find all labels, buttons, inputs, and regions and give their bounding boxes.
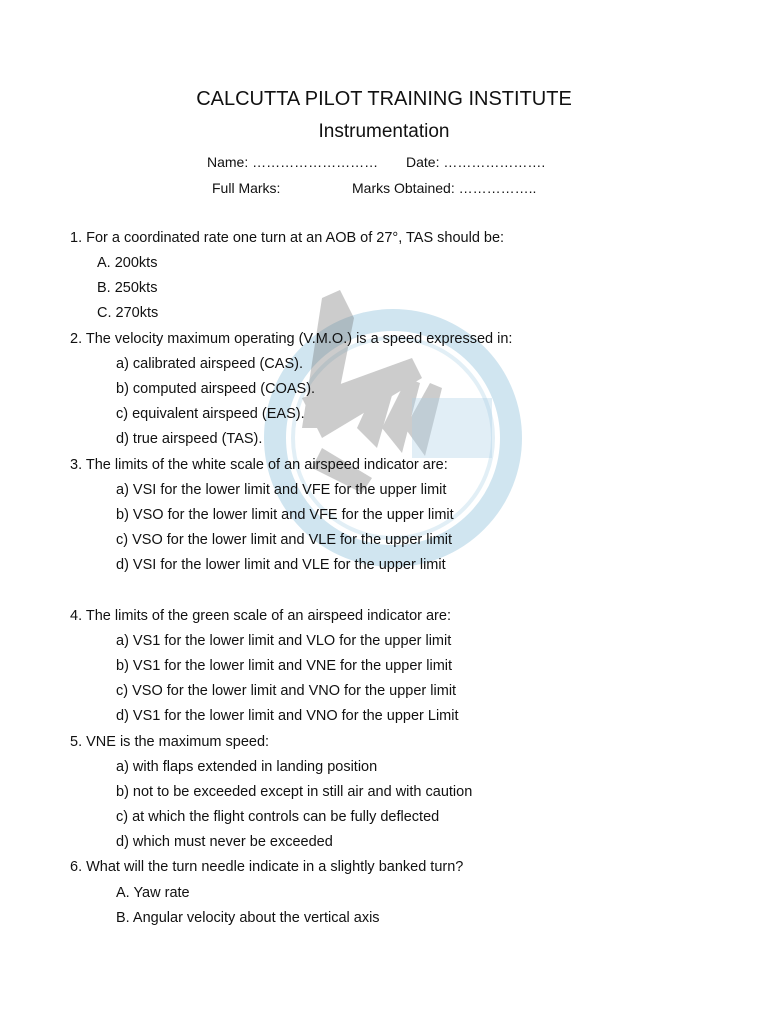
- option: d) true airspeed (TAS).: [116, 431, 263, 447]
- option: a) VSI for the lower limit and VFE for the upper limit: [116, 482, 447, 498]
- name-field-label: Name: ………………………: [207, 154, 379, 170]
- option: c) equivalent airspeed (EAS).: [116, 406, 305, 422]
- option: C. 270kts: [97, 305, 159, 321]
- option: b) VS1 for the lower limit and VNE for the upper limit: [116, 658, 453, 674]
- option: c) VSO for the lower limit and VNO for the upper limit: [116, 683, 457, 699]
- marks-obtained-label: Marks Obtained: ……………..: [352, 180, 537, 196]
- option: b) VSO for the lower limit and VFE for the upper limit: [116, 507, 454, 523]
- option: b) computed airspeed (COAS).: [116, 381, 316, 397]
- option: B. 250kts: [97, 280, 158, 296]
- option: A. 200kts: [97, 255, 158, 271]
- full-marks-label: Full Marks:: [212, 180, 281, 196]
- option: A. Yaw rate: [116, 885, 190, 901]
- option: a) with flaps extended in landing position: [116, 759, 378, 775]
- option: c) at which the flight controls can be fully deflected: [116, 809, 440, 825]
- option: a) VS1 for the lower limit and VLO for the upper limit: [116, 633, 452, 649]
- question-3: 3. The limits of the white scale of an airspeed indicator are:: [70, 457, 448, 473]
- page-title: CALCUTTA PILOT TRAINING INSTITUTE: [196, 88, 572, 110]
- question-5: 5. VNE is the maximum speed:: [70, 734, 270, 750]
- option: B. Angular velocity about the vertical axis: [116, 910, 380, 926]
- question-1: 1. For a coordinated rate one turn at an AOB of 27°, TAS should be:: [70, 230, 505, 246]
- question-2: 2. The velocity maximum operating (V.M.O.) is a speed expressed in:: [70, 331, 513, 347]
- date-field-label: Date: ………………….: [406, 154, 546, 170]
- question-6: 6. What will the turn needle indicate in a slightly banked turn?: [70, 859, 464, 875]
- question-4: 4. The limits of the green scale of an airspeed indicator are:: [70, 608, 451, 624]
- option: b) not to be exceeded except in still air and with caution: [116, 784, 473, 800]
- page-subtitle: Instrumentation: [318, 121, 450, 142]
- option: d) VS1 for the lower limit and VNO for the upper Limit: [116, 708, 459, 724]
- option: c) VSO for the lower limit and VLE for the upper limit: [116, 532, 453, 548]
- option: d) VSI for the lower limit and VLE for the upper limit: [116, 557, 446, 573]
- option: d) which must never be exceeded: [116, 834, 333, 850]
- option: a) calibrated airspeed (CAS).: [116, 356, 303, 372]
